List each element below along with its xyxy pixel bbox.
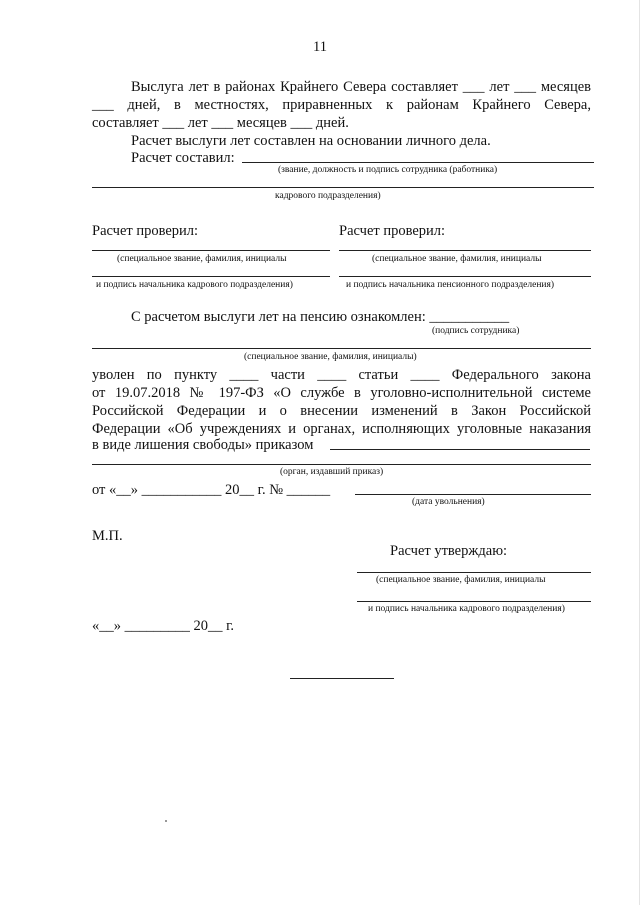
approval-caption-1: (специальное звание, фамилия, инициалы (376, 575, 546, 585)
acquaint-text: С расчетом выслуги лет на пенсию ознакомлен: ___________ (131, 309, 510, 325)
approval-title: Расчет утверждаю: (390, 543, 508, 559)
order-date-line: от «__» ___________ 20__ г. № ______ (92, 482, 331, 498)
order-line-1 (330, 449, 590, 450)
approval-date: «__» _________ 20__ г. (92, 618, 235, 634)
acquaint-name-caption: (специальное звание, фамилия, инициалы) (244, 352, 417, 362)
dismissal-line-2: от 19.07.2018 № 197-ФЗ «О службе в уголовно-исполнительной системе (92, 385, 591, 401)
left-check-line-2 (92, 276, 330, 277)
acquaint-sign-caption: (подпись сотрудника) (432, 326, 520, 336)
page-number: 11 (313, 39, 327, 55)
compiler-signature-line (242, 162, 594, 163)
service-line-2: ___ дней, в местностях, приравненных к районам Крайнего Севера, (92, 97, 591, 113)
compiler-caption-2: кадрового подразделения) (275, 191, 381, 201)
dismissal-date-line (355, 494, 591, 495)
dismissal-line-3: Российской Федерации и о внесении изменений в Закон Российской (92, 403, 591, 419)
service-basis: Расчет выслуги лет составлен на основании личного дела. (131, 133, 491, 149)
right-check-caption-2: и подпись начальника пенсионного подразделения) (346, 280, 555, 290)
dismissal-line-5: в виде лишения свободы» приказом (92, 437, 314, 453)
right-check-line-1 (339, 250, 591, 251)
scan-speck (165, 820, 167, 822)
dismissal-line-4: Федерации «Об учреждениях и органах, исполняющих уголовные наказания (92, 421, 591, 437)
dismissal-date-caption: (дата увольнения) (412, 497, 485, 507)
approval-line-2 (357, 601, 591, 602)
authority-caption: (орган, издавший приказ) (280, 467, 384, 477)
right-check-caption-1: (специальное звание, фамилия, инициалы (372, 254, 542, 264)
service-line-3: составляет ___ лет ___ месяцев ___ дней. (92, 115, 349, 131)
left-check-title: Расчет проверил: (92, 223, 199, 239)
closing-separator (290, 678, 394, 679)
approval-caption-2: и подпись начальника кадрового подразделения) (368, 604, 565, 614)
dismissal-line-1: уволен по пункту ____ части ____ статьи ____ Федерального закона (92, 367, 591, 383)
acquaint-name-line (92, 348, 591, 349)
right-check-line-2 (339, 276, 591, 277)
left-check-caption-1: (специальное звание, фамилия, инициалы (117, 254, 287, 264)
left-check-line-1 (92, 250, 330, 251)
compiled-by-label: Расчет составил: (131, 150, 235, 166)
order-line-2 (92, 464, 591, 465)
approval-line-1 (357, 572, 591, 573)
right-check-title: Расчет проверил: (339, 223, 446, 239)
compiler-signature-line-2 (92, 187, 594, 188)
service-line-1: Выслуга лет в районах Крайнего Севера составляет ___ лет ___ месяцев (131, 79, 591, 95)
stamp-label: М.П. (92, 528, 123, 544)
left-check-caption-2: и подпись начальника кадрового подразделения) (96, 280, 293, 290)
compiler-caption-1: (звание, должность и подпись сотрудника (работника) (278, 165, 498, 175)
